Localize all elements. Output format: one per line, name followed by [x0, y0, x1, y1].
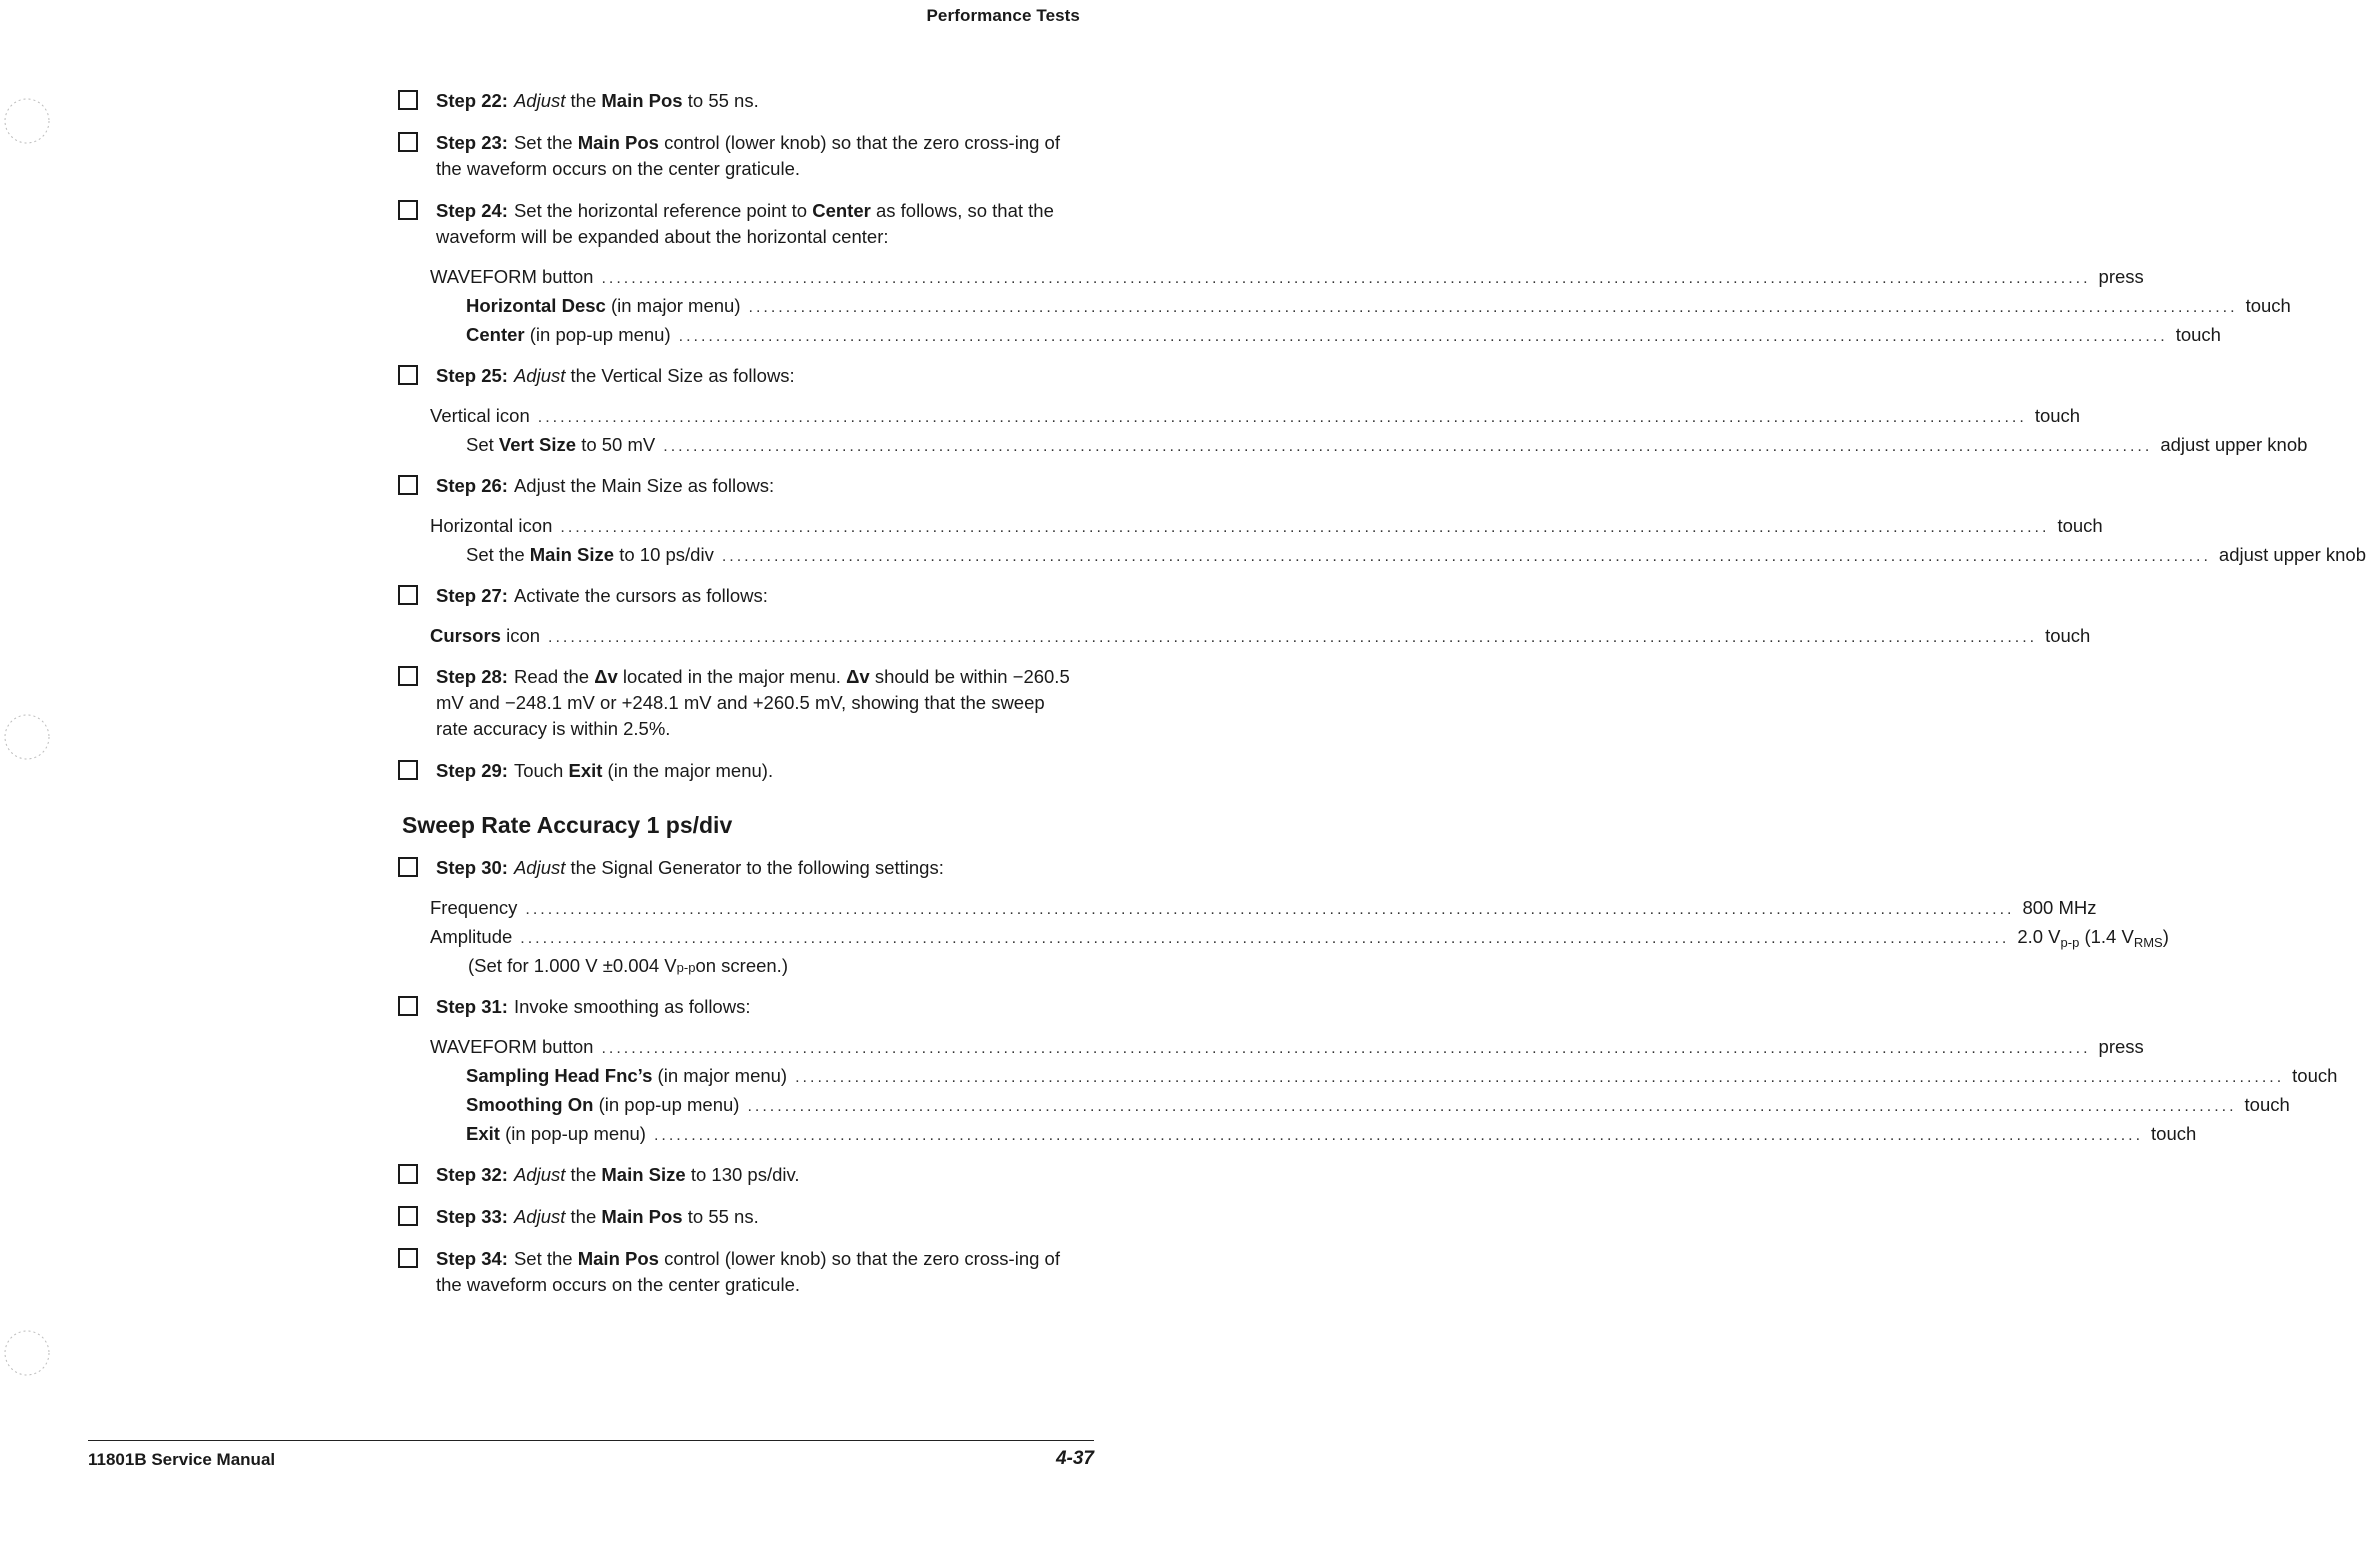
punch-hole-icon	[2, 712, 52, 762]
text-run: 2.0 V	[2017, 926, 2061, 947]
text-run: RMS	[2133, 935, 2163, 950]
page-number: 4-37	[1055, 1448, 1094, 1469]
text-run: Touch	[513, 760, 569, 781]
instruction-label	[466, 291, 741, 320]
instruction-action: press	[2098, 1036, 2144, 1057]
step-number: Step 23:	[436, 132, 508, 153]
step-number: Step 32:	[436, 1164, 508, 1185]
text-run: icon	[500, 625, 541, 646]
instruction-label	[430, 922, 512, 951]
text-run: Main Size	[529, 544, 615, 565]
text-run: p-p	[2060, 935, 2080, 950]
text-run: Sampling Head Fnc’s	[466, 1065, 653, 1086]
text-run: (in major menu)	[605, 295, 741, 316]
text-run: the	[565, 90, 602, 111]
step-number: Step 29:	[436, 760, 508, 781]
instruction-table	[430, 262, 2291, 349]
checkbox[interactable]	[398, 1206, 418, 1226]
text-run: to 55 ns.	[682, 90, 759, 111]
instruction-table	[430, 621, 2091, 650]
step-number: Step 33:	[436, 1206, 508, 1227]
dot-leader: ........................................................................................................................................................................................................	[560, 519, 2050, 536]
instruction-row	[430, 1061, 2338, 1090]
text-run: Adjust	[513, 365, 566, 386]
instruction-row	[430, 262, 2144, 291]
dot-leader: ........................................................................................................................................................................................................	[678, 328, 2168, 345]
instruction-table	[430, 511, 2366, 569]
step-item	[398, 473, 1070, 499]
step-item	[398, 1246, 1070, 1298]
instruction-label	[466, 1090, 739, 1119]
instruction-action: adjust upper knob	[2218, 544, 2366, 565]
punch-hole-icon	[2, 96, 52, 146]
text-run: Adjust	[513, 857, 566, 878]
instruction-action: press	[2098, 266, 2144, 287]
step-item	[398, 363, 1070, 389]
instruction-label	[430, 893, 517, 922]
text-run: Center	[812, 200, 871, 221]
dot-leader: ........................................................................................................................................................................................................	[537, 409, 2027, 426]
instruction-action: touch	[2244, 1094, 2290, 1115]
text-run: should be within −260.5 mV and −248.1 mV or +248.1 mV and +260.5 mV, showing that the sweep rate accuracy is within 2.5%.	[436, 666, 1070, 739]
text-run: (1.4 V	[2079, 926, 2134, 947]
text-run: to 55 ns.	[682, 1206, 759, 1227]
checkbox[interactable]	[398, 365, 418, 385]
checkbox[interactable]	[398, 996, 418, 1016]
checkbox[interactable]	[398, 585, 418, 605]
instruction-row	[430, 430, 2308, 459]
manual-title: 11801B Service Manual	[88, 1450, 276, 1469]
text-run: Main Pos	[577, 1248, 659, 1269]
checkbox[interactable]	[398, 1164, 418, 1184]
instruction-row	[430, 1090, 2290, 1119]
dot-leader: ........................................................................................................................................................................................................	[721, 548, 2211, 565]
text-run: Cursors	[430, 625, 501, 646]
instruction-row	[430, 1119, 2197, 1148]
text-run: Exit	[568, 760, 603, 781]
instruction-label	[466, 1119, 646, 1148]
dot-leader: ........................................................................................................................................................................................................	[653, 1127, 2144, 1144]
text-run: Set the	[513, 132, 578, 153]
instruction-label	[430, 1032, 593, 1061]
instruction-action: touch	[2151, 1123, 2197, 1144]
instruction-row	[430, 511, 2103, 540]
step-number: Step 27:	[436, 585, 508, 606]
instruction-row	[430, 893, 2097, 922]
step-item	[398, 1162, 1070, 1188]
step-item	[398, 664, 1070, 742]
instruction-row	[430, 621, 2091, 650]
text-run: Vertical icon	[430, 405, 530, 426]
dot-leader: ........................................................................................................................................................................................................	[747, 1098, 2237, 1115]
instruction-table	[430, 1032, 2338, 1148]
dot-leader: ........................................................................................................................................................................................................	[795, 1069, 2285, 1086]
step-item	[398, 583, 1070, 609]
instruction-action: 800 MHz	[2022, 897, 2097, 918]
instruction-row	[430, 922, 2169, 951]
step-item	[398, 198, 1070, 250]
text-run: to 130 ps/div.	[685, 1164, 800, 1185]
procedure-content	[398, 88, 2366, 1314]
text-run: (in pop-up menu)	[499, 1123, 646, 1144]
instruction-row	[430, 320, 2221, 349]
instruction-label	[430, 621, 540, 650]
text-run: the Vertical Size as follows:	[565, 365, 795, 386]
text-run: Horizontal icon	[430, 515, 553, 536]
checkbox[interactable]	[398, 132, 418, 152]
text-run: Adjust the Main Size as follows:	[513, 475, 775, 496]
step-item	[398, 88, 1070, 114]
text-run: Exit	[466, 1123, 500, 1144]
text-run: as follows, so that the waveform will be expanded about the horizontal center:	[436, 200, 1054, 247]
footer-rule	[88, 1440, 1094, 1441]
punch-hole-icon	[2, 1328, 52, 1378]
step-number: Step 31:	[436, 996, 508, 1017]
dot-leader: ........................................................................................................................................................................................................	[520, 930, 2010, 947]
text-run: Vert Size	[498, 434, 577, 455]
steps-list	[398, 855, 2338, 1298]
instruction-table	[430, 893, 2169, 980]
instruction-label	[430, 262, 593, 291]
text-run: control (lower knob) so that the zero cross-ing of the waveform occurs on the center graticule.	[436, 1248, 1060, 1295]
text-run: WAVEFORM button	[430, 266, 594, 287]
instruction-action: touch	[2292, 1065, 2338, 1086]
dot-leader: ........................................................................................................................................................................................................	[525, 901, 2015, 918]
checkbox[interactable]	[398, 666, 418, 686]
step-item	[398, 758, 1070, 784]
text-run: Center	[466, 324, 525, 345]
dot-leader: ........................................................................................................................................................................................................	[601, 1040, 2091, 1057]
text-run: Set the horizontal reference point to	[513, 200, 813, 221]
text-run: control (lower knob) so that the zero cross-ing of the waveform occurs on the center graticule.	[436, 132, 1060, 179]
text-run: Frequency	[430, 897, 518, 918]
step-number: Step 24:	[436, 200, 508, 221]
instruction-label	[466, 1061, 787, 1090]
running-header: Performance Tests	[926, 6, 1080, 25]
text-run: Main Size	[601, 1164, 686, 1185]
section-heading: Sweep Rate Accuracy 1 ps/div	[402, 812, 733, 838]
checkbox[interactable]	[398, 90, 418, 110]
text-run: Activate the cursors as follows:	[513, 585, 768, 606]
step-number: Step 34:	[436, 1248, 508, 1269]
text-run: Adjust	[513, 1206, 566, 1227]
step-number: Step 25:	[436, 365, 508, 386]
text-run: Read the	[513, 666, 595, 687]
instruction-label	[430, 511, 552, 540]
instruction-action: touch	[2057, 515, 2103, 536]
text-run: the Signal Generator to the following settings:	[565, 857, 944, 878]
checkbox[interactable]	[398, 760, 418, 780]
checkbox[interactable]	[398, 200, 418, 220]
step-number: Step 28:	[436, 666, 508, 687]
instruction-action: touch	[2034, 405, 2081, 426]
instruction-table	[430, 401, 2308, 459]
text-run: Main Pos	[601, 90, 683, 111]
instruction-row	[430, 291, 2291, 320]
text-run: the	[565, 1206, 602, 1227]
step-item	[398, 1204, 1070, 1230]
text-run: Invoke smoothing as follows:	[513, 996, 751, 1017]
instruction-action: touch	[2045, 625, 2091, 646]
text-run: Main Pos	[577, 132, 659, 153]
instruction-action	[2017, 922, 2169, 951]
instruction-note: (Set for 1.000 V ±0.004 V p-p on screen.)	[430, 951, 1070, 980]
dot-leader: ........................................................................................................................................................................................................	[748, 299, 2238, 316]
text-run: (in pop-up menu)	[593, 1094, 740, 1115]
instruction-label	[466, 320, 671, 349]
text-run: Δv	[594, 666, 618, 687]
instruction-action: touch	[2175, 324, 2221, 345]
text-run: Set the	[466, 544, 530, 565]
step-number: Step 26:	[436, 475, 508, 496]
text-run: the	[565, 1164, 602, 1185]
text-run: (in the major menu).	[602, 760, 774, 781]
step-number: Step 22:	[436, 90, 508, 111]
text-run: Set the	[513, 1248, 578, 1269]
checkbox[interactable]	[398, 475, 418, 495]
instruction-row	[430, 1032, 2144, 1061]
step-number: Step 30:	[436, 857, 508, 878]
instruction-action: touch	[2245, 295, 2291, 316]
text-run: Adjust	[513, 1164, 566, 1185]
step-item	[398, 130, 1070, 182]
text-run: Set	[466, 434, 499, 455]
text-run: Smoothing On	[466, 1094, 594, 1115]
text-run: WAVEFORM button	[430, 1036, 594, 1057]
dot-leader: ........................................................................................................................................................................................................	[663, 438, 2153, 455]
dot-leader: ........................................................................................................................................................................................................	[601, 270, 2091, 287]
text-run: Amplitude	[430, 926, 513, 947]
dot-leader: ........................................................................................................................................................................................................	[548, 629, 2038, 646]
instruction-label	[466, 430, 655, 459]
text-run: (in pop-up menu)	[524, 324, 671, 345]
text-run: Adjust	[513, 90, 566, 111]
text-run: to 10 ps/div	[614, 544, 714, 565]
checkbox[interactable]	[398, 857, 418, 877]
checkbox[interactable]	[398, 1248, 418, 1268]
text-run: Horizontal Desc	[466, 295, 606, 316]
text-run: Main Pos	[601, 1206, 683, 1227]
instruction-action: adjust upper knob	[2160, 434, 2308, 455]
step-item	[398, 994, 1070, 1020]
instruction-label	[430, 401, 530, 430]
text-run: )	[2162, 926, 2169, 947]
instruction-row	[430, 540, 2366, 569]
text-run: Δv	[846, 666, 870, 687]
instruction-row	[430, 401, 2081, 430]
text-run: to 50 mV	[576, 434, 656, 455]
text-run: (in major menu)	[652, 1065, 788, 1086]
text-run: located in the major menu.	[617, 666, 847, 687]
text-run: (Set for 1.000 V ±0.004 V	[468, 955, 677, 976]
text-run: on screen.)	[695, 955, 788, 976]
instruction-label	[466, 540, 714, 569]
step-item	[398, 855, 1070, 881]
steps-list	[398, 88, 2366, 784]
